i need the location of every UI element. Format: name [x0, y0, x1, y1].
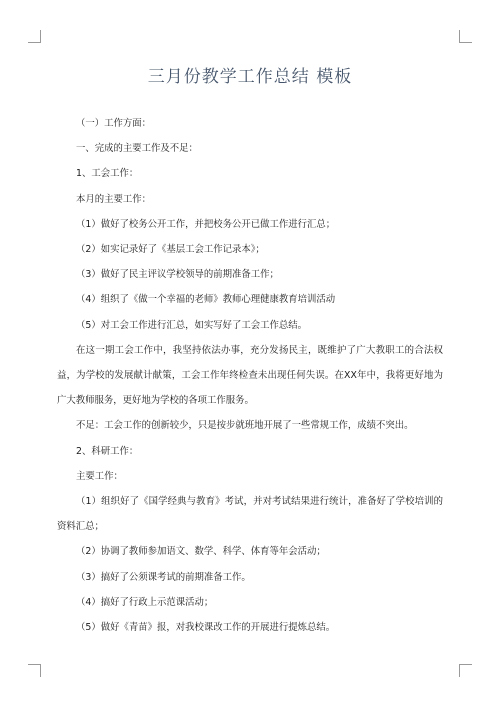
crop-mark-top-left — [28, 30, 41, 43]
item-heading: 1、工会工作： — [76, 168, 139, 180]
paragraph: 主要工作： — [76, 470, 123, 482]
list-item: （4）搞好了行政上示范课活动； — [76, 596, 214, 608]
document-body — [57, 111, 443, 640]
list-item: （2）协调了教师参加语文、数学、科学、体育等年会活动； — [76, 546, 326, 558]
crop-mark-bottom-right — [459, 664, 472, 677]
list-item: （1）做好了校务公开工作，并把校务公开已做工作进行汇总； — [76, 218, 336, 230]
crop-mark-top-right — [459, 30, 472, 43]
list-item: （5）做好《青苗》报，对我校课改工作的开展进行提炼总结。 — [76, 622, 336, 634]
item-heading: 2、科研工作： — [76, 445, 139, 457]
paragraph: 在这一期工会工作中，我坚持依法办事，充分发扬民主，既维护了广大教职工的合法权益，为学校的发展献计献策，工会工作年终检查未出现任何失误。在XX年中，我将更好地为广大教师服务，更好地为学校的各项工作服务。 — [57, 344, 443, 407]
list-item: （4）组织了《做一个幸福的老师》教师心理健康教育培训活动 — [76, 294, 336, 306]
section-heading: （一）工作方面： — [76, 118, 152, 129]
document-title: 三月份教学工作总结 模板 — [147, 67, 353, 87]
list-item: （3）搞好了公须课考试的前期准备工作。 — [76, 571, 251, 583]
list-item: （5）对工会工作进行汇总，如实写好了工会工作总结。 — [76, 319, 307, 331]
list-item: （3）做好了民主评议学校领导的前期准备工作； — [76, 269, 279, 281]
subsection-heading: 一、完成的主要工作及不足： — [76, 143, 198, 155]
paragraph: 本月的主要工作： — [76, 193, 152, 205]
list-item: （2）如实记录好了《基层工会工作记录本》； — [76, 244, 265, 256]
list-item: （1）组织好了《国学经典与教育》考试，并对考试结果进行统计，准备好了学校培训的资料汇总； — [57, 496, 443, 533]
paragraph: 不足：工会工作的创新较少，只是按步就班地开展了一些常规工作，成绩不突出。 — [76, 420, 414, 432]
crop-mark-bottom-left — [28, 664, 41, 677]
